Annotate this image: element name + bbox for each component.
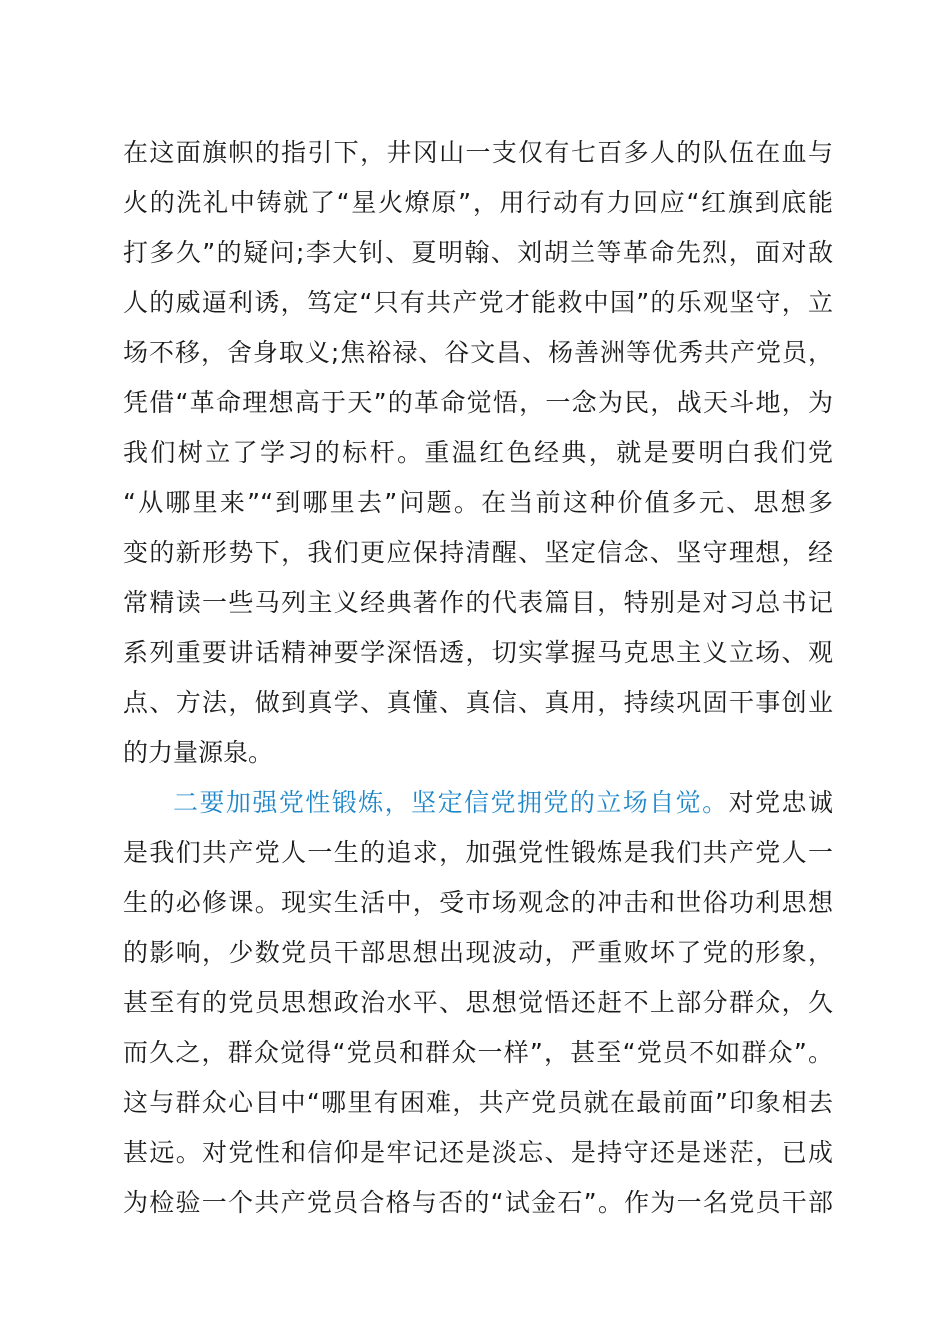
text-line: 甚至有的党员思想政治水平、思想觉悟还赶不上部分群众，久 <box>123 988 833 1017</box>
text-line: 为检验一个共产党员合格与否的“试金石”。作为一名党员干部 <box>123 1188 833 1217</box>
text-line: 人的威逼利诱，笃定“只有共产党才能救中国”的乐观坚守，立 <box>123 288 833 317</box>
text-line: “从哪里来”“到哪里去”问题。在当前这种价值多元、思想多 <box>123 488 833 517</box>
paragraph-2 <box>123 778 833 1228</box>
text-line: 的力量源泉。 <box>123 738 274 767</box>
text-line: 场不移，舍身取义;焦裕禄、谷文昌、杨善洲等优秀共产党员， <box>123 338 833 367</box>
text-line: 打多久”的疑问;李大钊、夏明翰、刘胡兰等革命先烈，面对敌 <box>123 238 833 267</box>
text-span: 对党忠诚 <box>728 788 833 817</box>
body-text <box>123 128 833 1228</box>
paragraph-1 <box>123 128 833 778</box>
text-line: 常精读一些马列主义经典著作的代表篇目，特别是对习总书记 <box>123 588 833 617</box>
text-line: 而久之，群众觉得“党员和群众一样”，甚至“党员不如群众”。 <box>123 1038 833 1067</box>
text-line: 生的必修课。现实生活中，受市场观念的冲击和世俗功利思想 <box>123 888 833 917</box>
text-line: 变的新形势下，我们更应保持清醒、坚定信念、坚守理想，经 <box>123 538 833 567</box>
text-line: 我们树立了学习的标杆。重温红色经典，就是要明白我们党 <box>123 438 833 467</box>
text-line: 点、方法，做到真学、真懂、真信、真用，持续巩固干事创业 <box>123 688 833 717</box>
section-heading: 二要加强党性锻炼，坚定信党拥党的立场自觉。 <box>173 788 729 817</box>
text-line: 火的洗礼中铸就了“星火燎原”，用行动有力回应“红旗到底能 <box>123 188 833 217</box>
text-line: 甚远。对党性和信仰是牢记还是淡忘、是持守还是迷茫，已成 <box>123 1138 833 1167</box>
text-line: 在这面旗帜的指引下，井冈山一支仅有七百多人的队伍在血与 <box>123 138 833 167</box>
text-line: 的影响，少数党员干部思想出现波动，严重败坏了党的形象， <box>123 938 833 967</box>
text-line: 系列重要讲话精神要学深悟透，切实掌握马克思主义立场、观 <box>123 638 833 667</box>
text-line: 凭借“革命理想高于天”的革命觉悟，一念为民，战天斗地，为 <box>123 388 833 417</box>
text-line: 这与群众心目中“哪里有困难，共产党员就在最前面”印象相去 <box>123 1088 833 1117</box>
text-line: 是我们共产党人一生的追求，加强党性锻炼是我们共产党人一 <box>123 838 833 867</box>
text-line <box>123 778 833 828</box>
